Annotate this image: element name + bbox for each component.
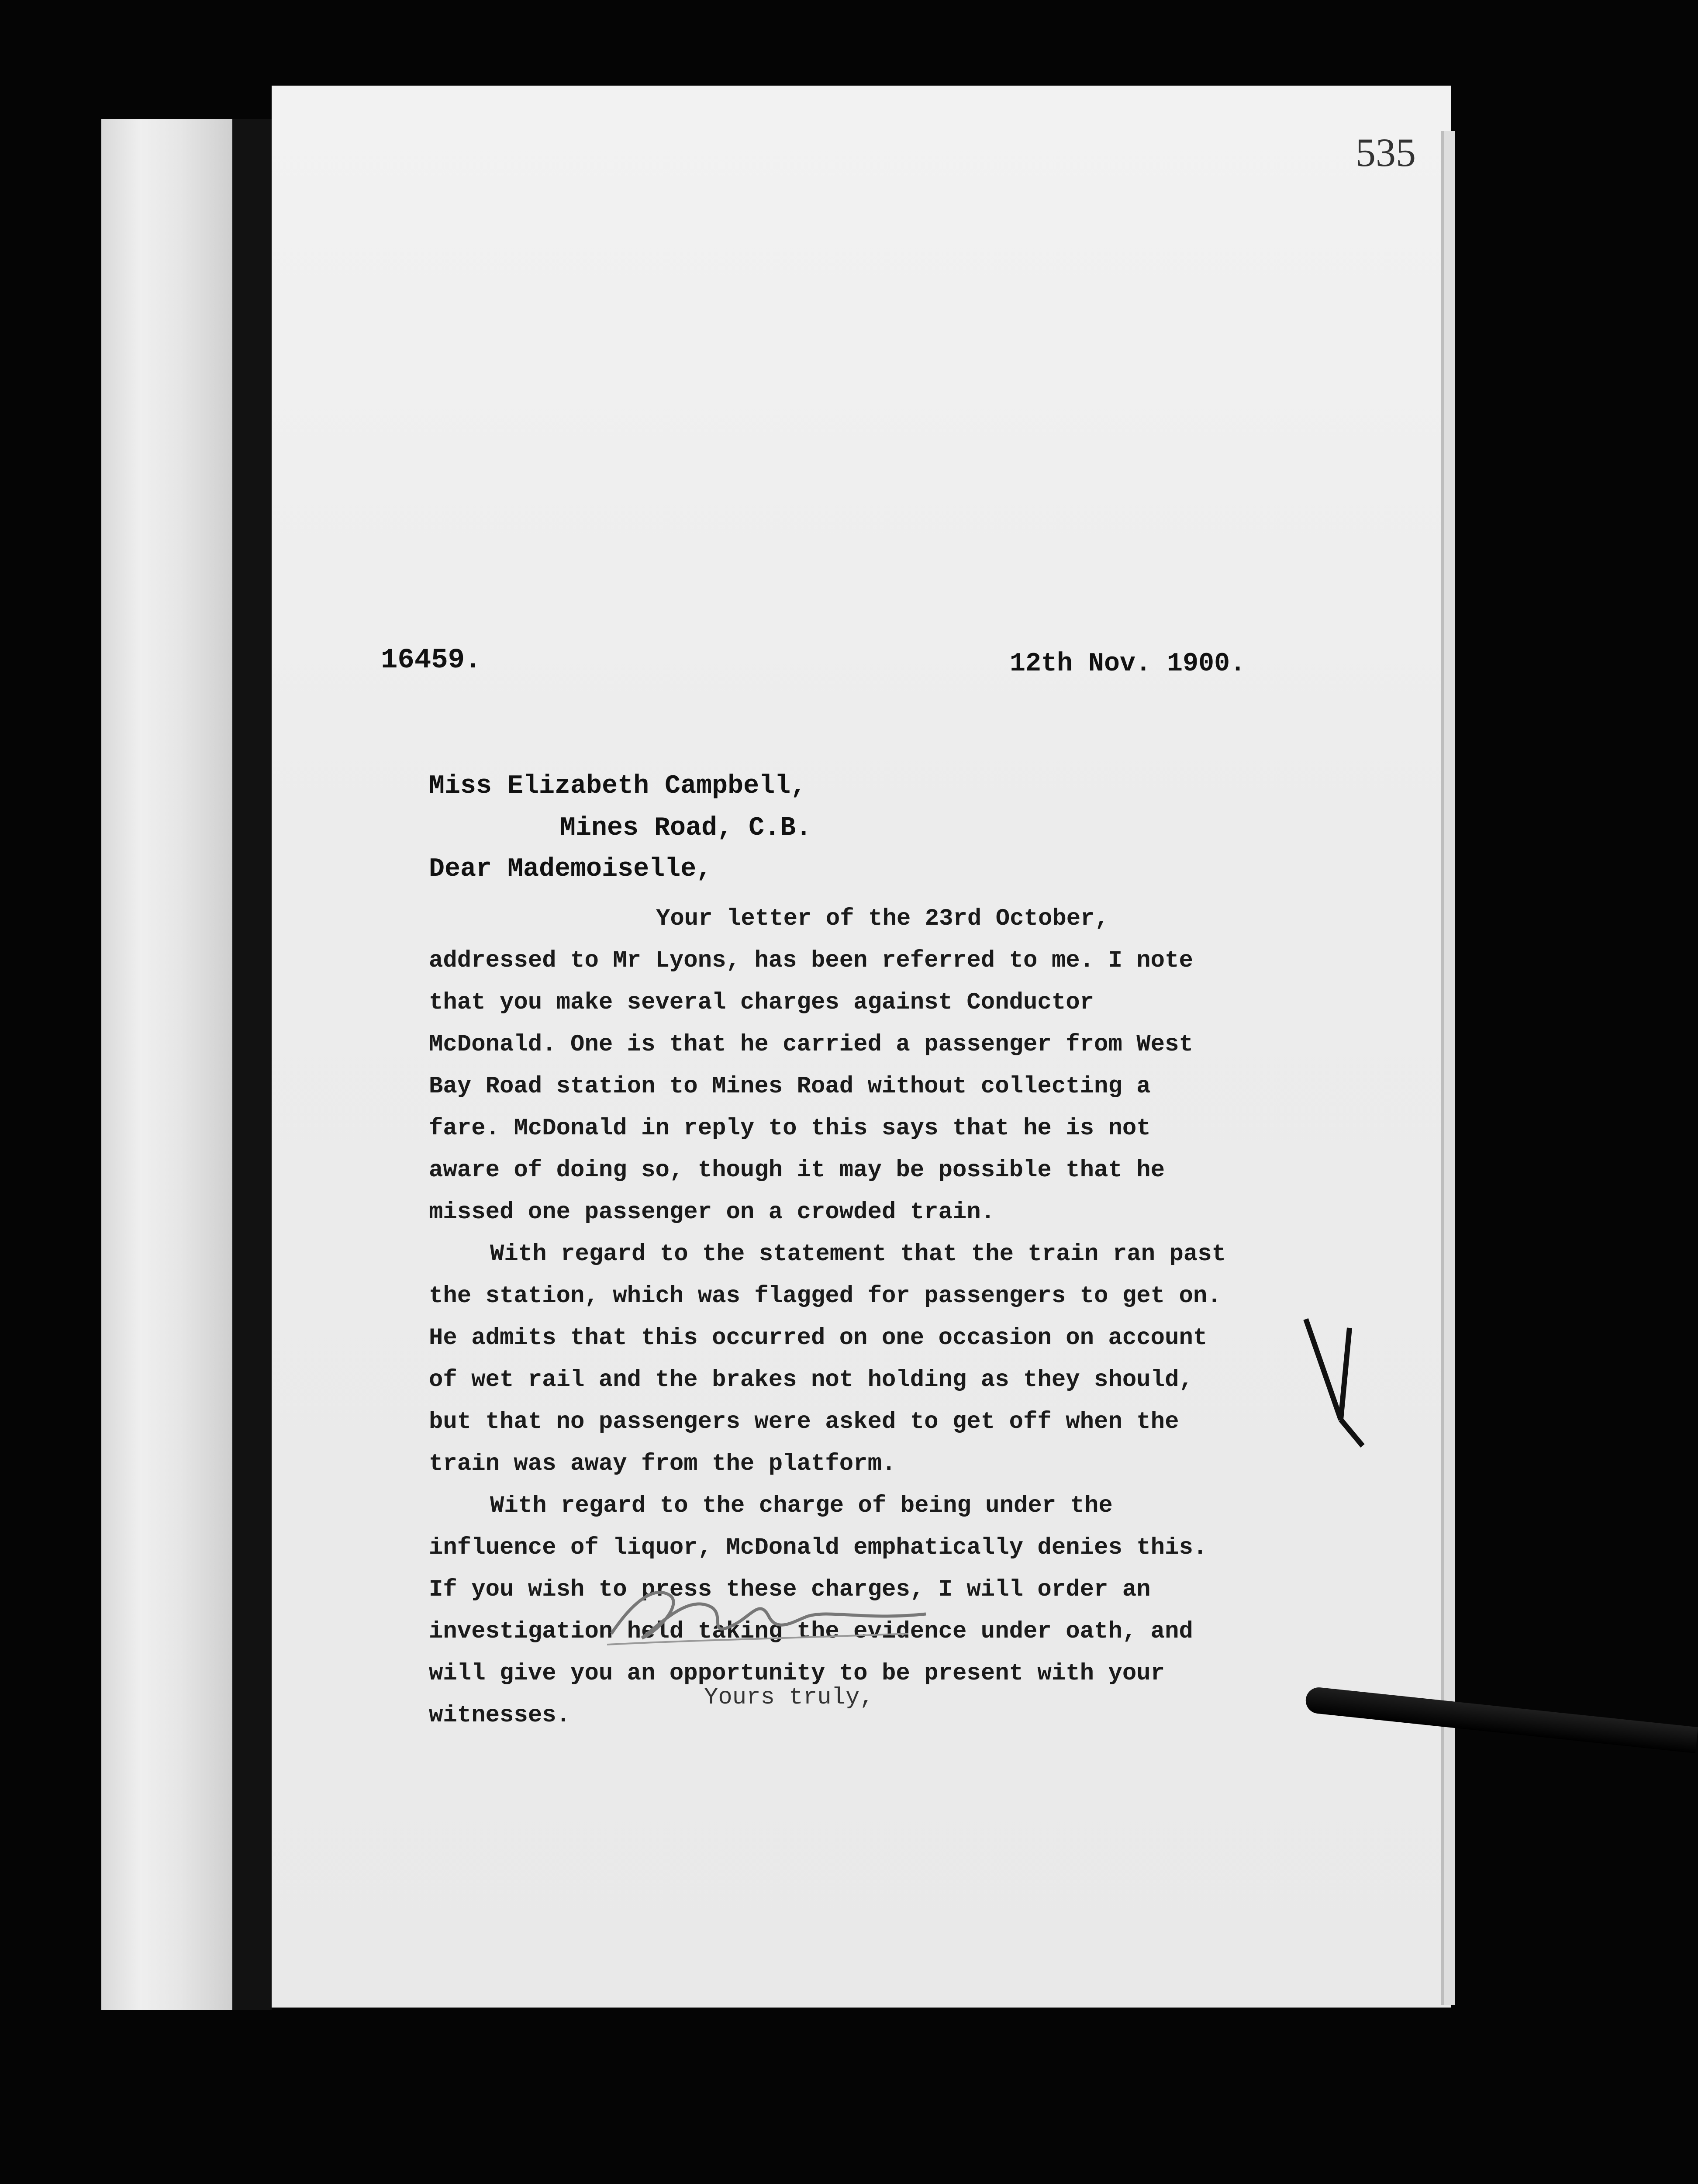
letter-paragraph: Your letter of the 23rd October, addressed to Mr Lyons, has been referred to me. I note that you make several charges against Conductor McDonald. One is that he carried a passenger from West Bay Road station to Mines Road without collecting a fare. McDonald in reply to this says that he is not aware of doing so, though it may be possible that he missed one passenger on a crowded train. — [429, 905, 1193, 1226]
letter-date: 12th Nov. 1900. — [1010, 649, 1246, 679]
salutation: Dear Mademoiselle, — [429, 854, 712, 884]
letter-reference: 16459. — [381, 645, 482, 676]
letter-page — [272, 86, 1451, 2008]
letter-closing: Yours truly, — [704, 1684, 874, 1711]
addressee-address: Mines Road, C.B. — [560, 813, 812, 843]
letter-paragraph: With regard to the statement that the train ran past the station, which was flagged for passengers to get on. He admits that this occurred on one occasion on account of wet rail and the brakes not holding as they should, but that no passengers were asked to get off when the train was away from the platform. — [429, 1241, 1226, 1477]
page-number: 535 — [1356, 130, 1416, 175]
addressee-name: Miss Elizabeth Campbell, — [429, 771, 807, 801]
letter-paragraph: With regard to the charge of being under the influence of liquor, McDonald emphatically denies this. If you wish to press these charges, I will order an investigation held taking the evidence under oath, and will give you an opportunity to be present with your witnesses. — [429, 1493, 1208, 1729]
check-mark — [1293, 1310, 1371, 1450]
handwritten-signature — [603, 1568, 935, 1655]
page-gutter-shadow — [232, 119, 272, 2010]
adjacent-page-edge — [101, 119, 232, 2010]
